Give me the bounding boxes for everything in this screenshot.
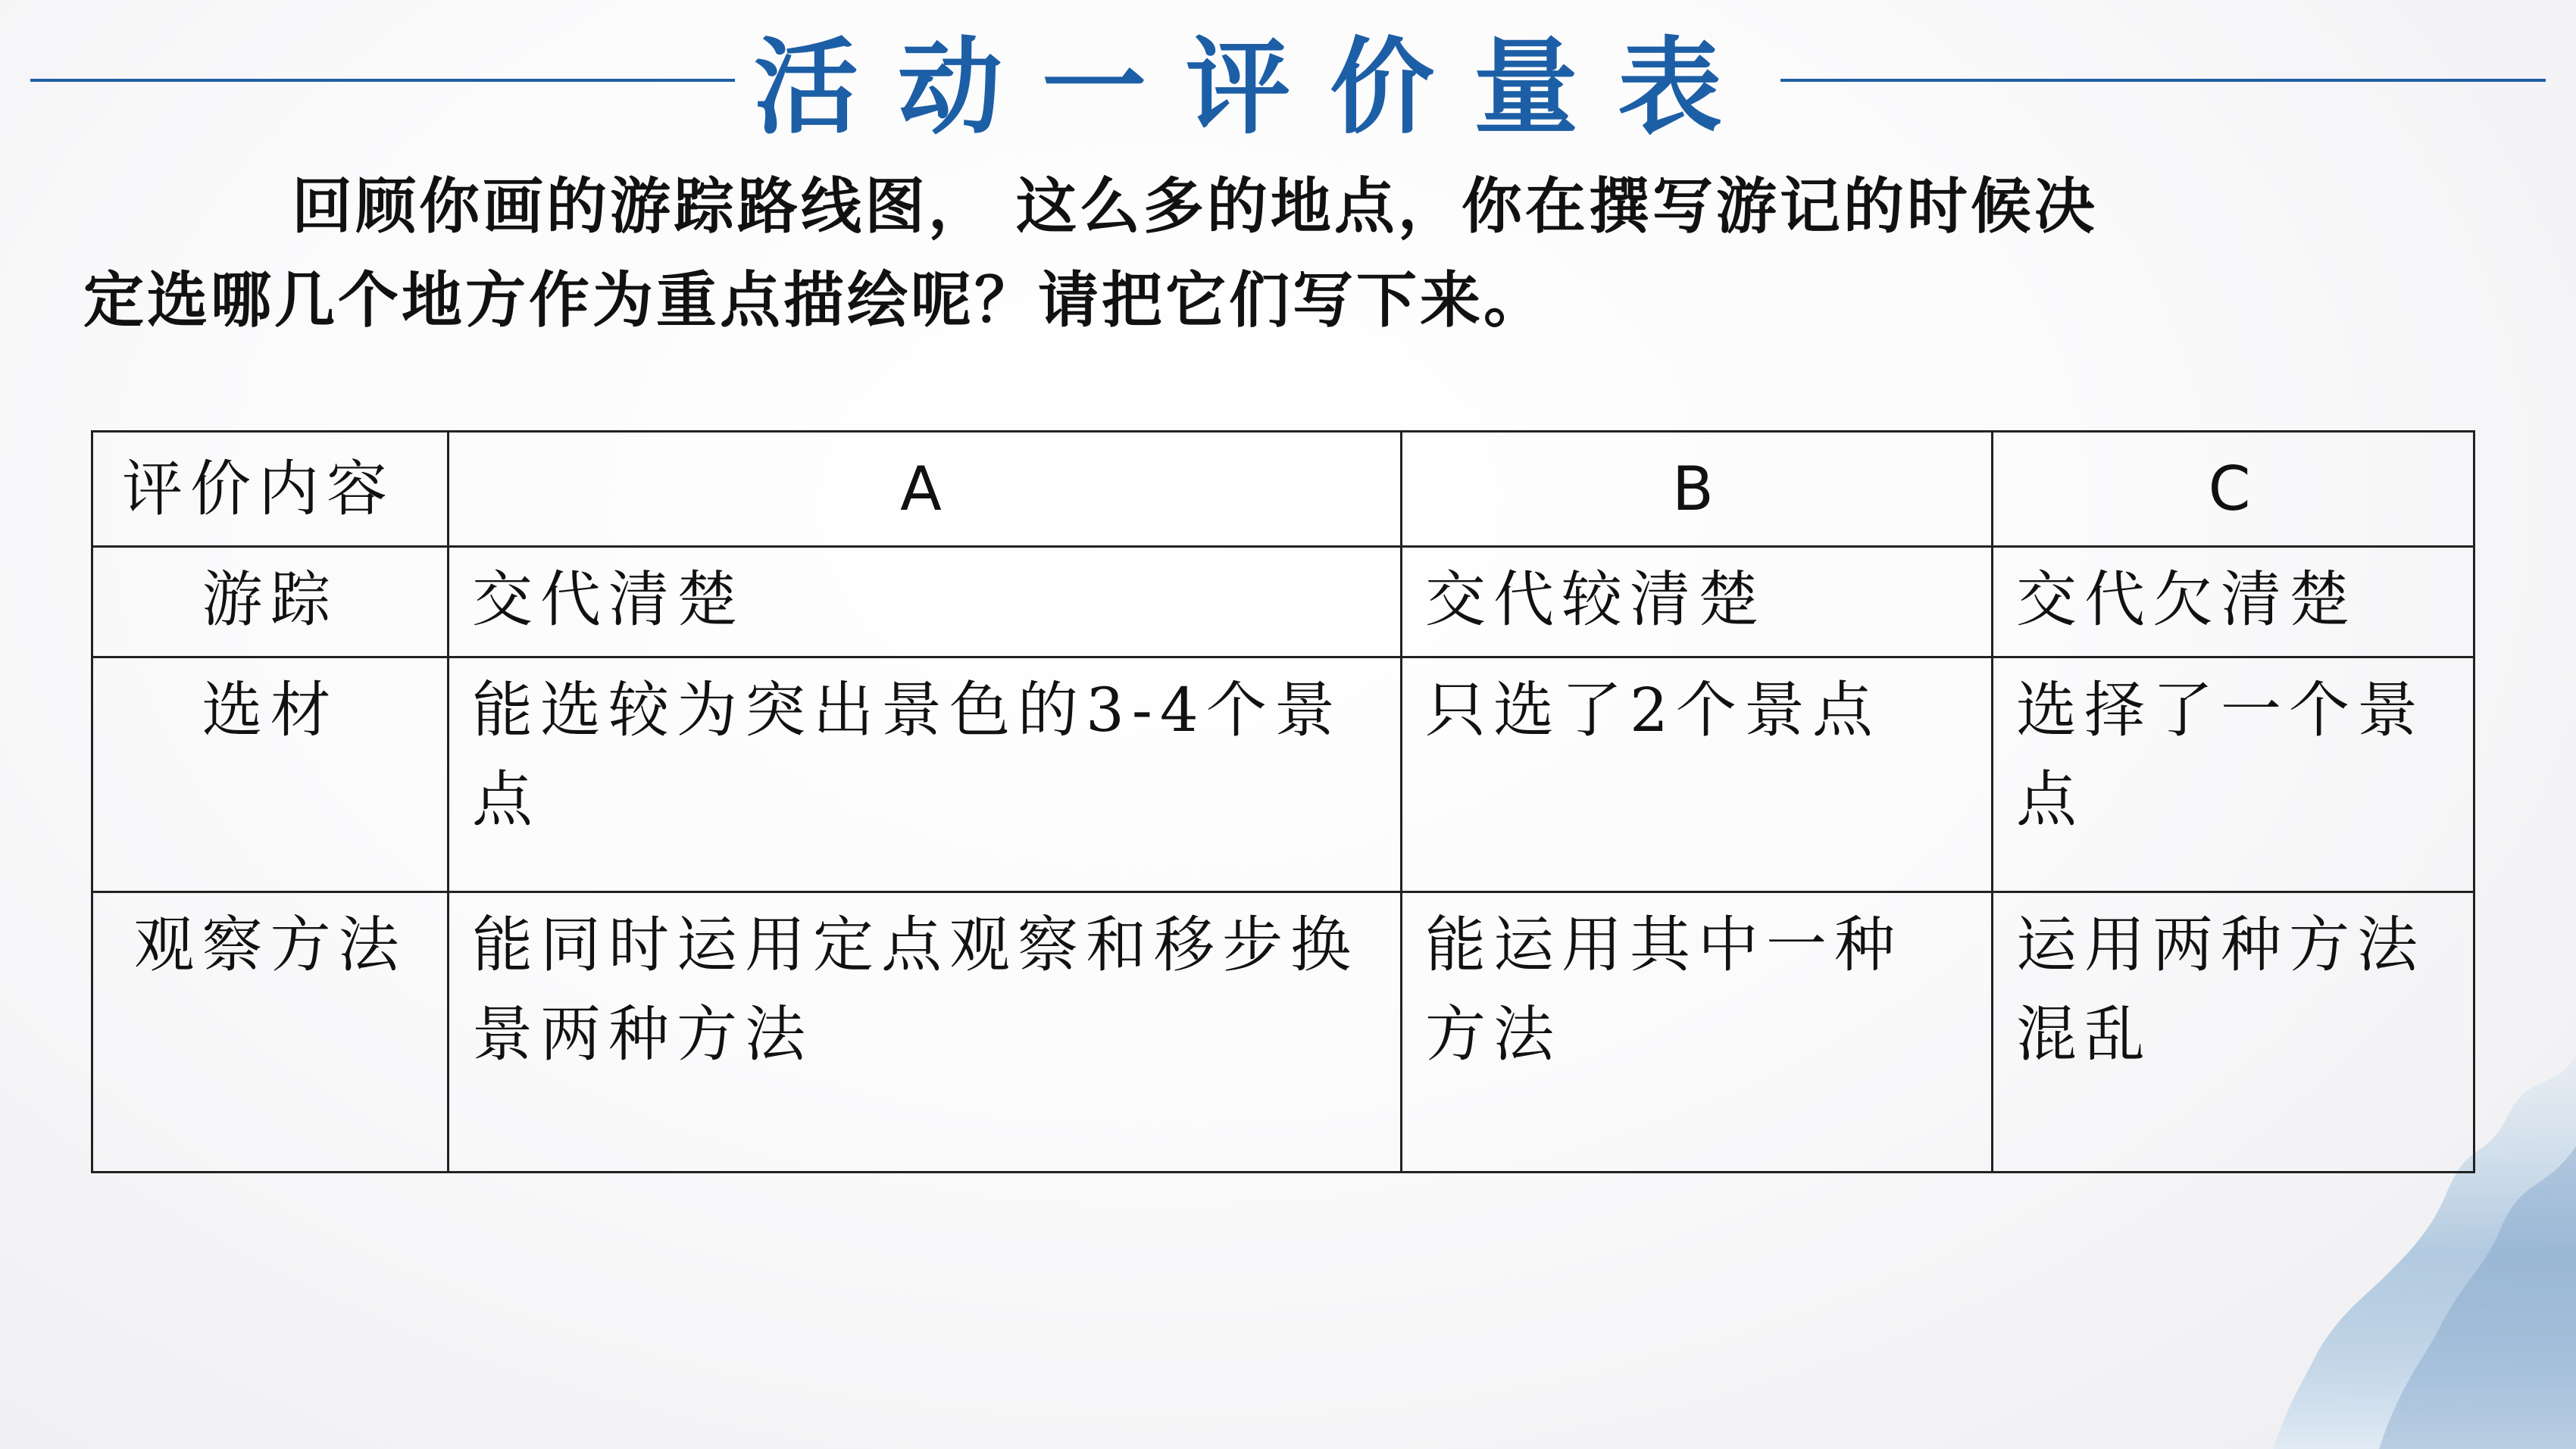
cell-c: 交代欠清楚 — [1993, 547, 2474, 657]
intro-line-1: 回顾你画的游踪路线图， 这么多的地点，你在撰写游记的时候决 — [292, 170, 2098, 242]
table-header-row — [92, 432, 2474, 547]
table-row — [92, 892, 2474, 1173]
row-label: 观察方法 — [92, 892, 449, 1173]
cell-b: 只选了2个景点 — [1402, 657, 1993, 892]
title-rule-right — [1780, 79, 2546, 82]
cell-b: 交代较清楚 — [1402, 547, 1993, 657]
intro-line-2: 定选哪几个地方作为重点描绘呢？请把它们写下来。 — [83, 264, 1547, 336]
row-label: 游踪 — [92, 547, 449, 657]
cell-a: 能选较为突出景色的3-4个景点 — [449, 657, 1402, 892]
cell-c: 运用两种方法混乱 — [1993, 892, 2474, 1173]
header-grade-b: B — [1402, 432, 1993, 547]
cell-c: 选择了一个景点 — [1993, 657, 2474, 892]
table-row — [92, 547, 2474, 657]
cell-b: 能运用其中一种方法 — [1402, 892, 1993, 1173]
table-row — [92, 657, 2474, 892]
page-title: 活动一评价量表 — [753, 25, 1762, 148]
header-criteria: 评价内容 — [92, 432, 449, 547]
title-rule-left — [30, 79, 735, 82]
cell-a: 交代清楚 — [449, 547, 1402, 657]
row-label: 选材 — [92, 657, 449, 892]
cell-a: 能同时运用定点观察和移步换景两种方法 — [449, 892, 1402, 1173]
header-grade-a: A — [449, 432, 1402, 547]
header-grade-c: C — [1993, 432, 2474, 547]
intro-paragraph — [83, 159, 2478, 347]
evaluation-table — [91, 430, 2475, 1173]
